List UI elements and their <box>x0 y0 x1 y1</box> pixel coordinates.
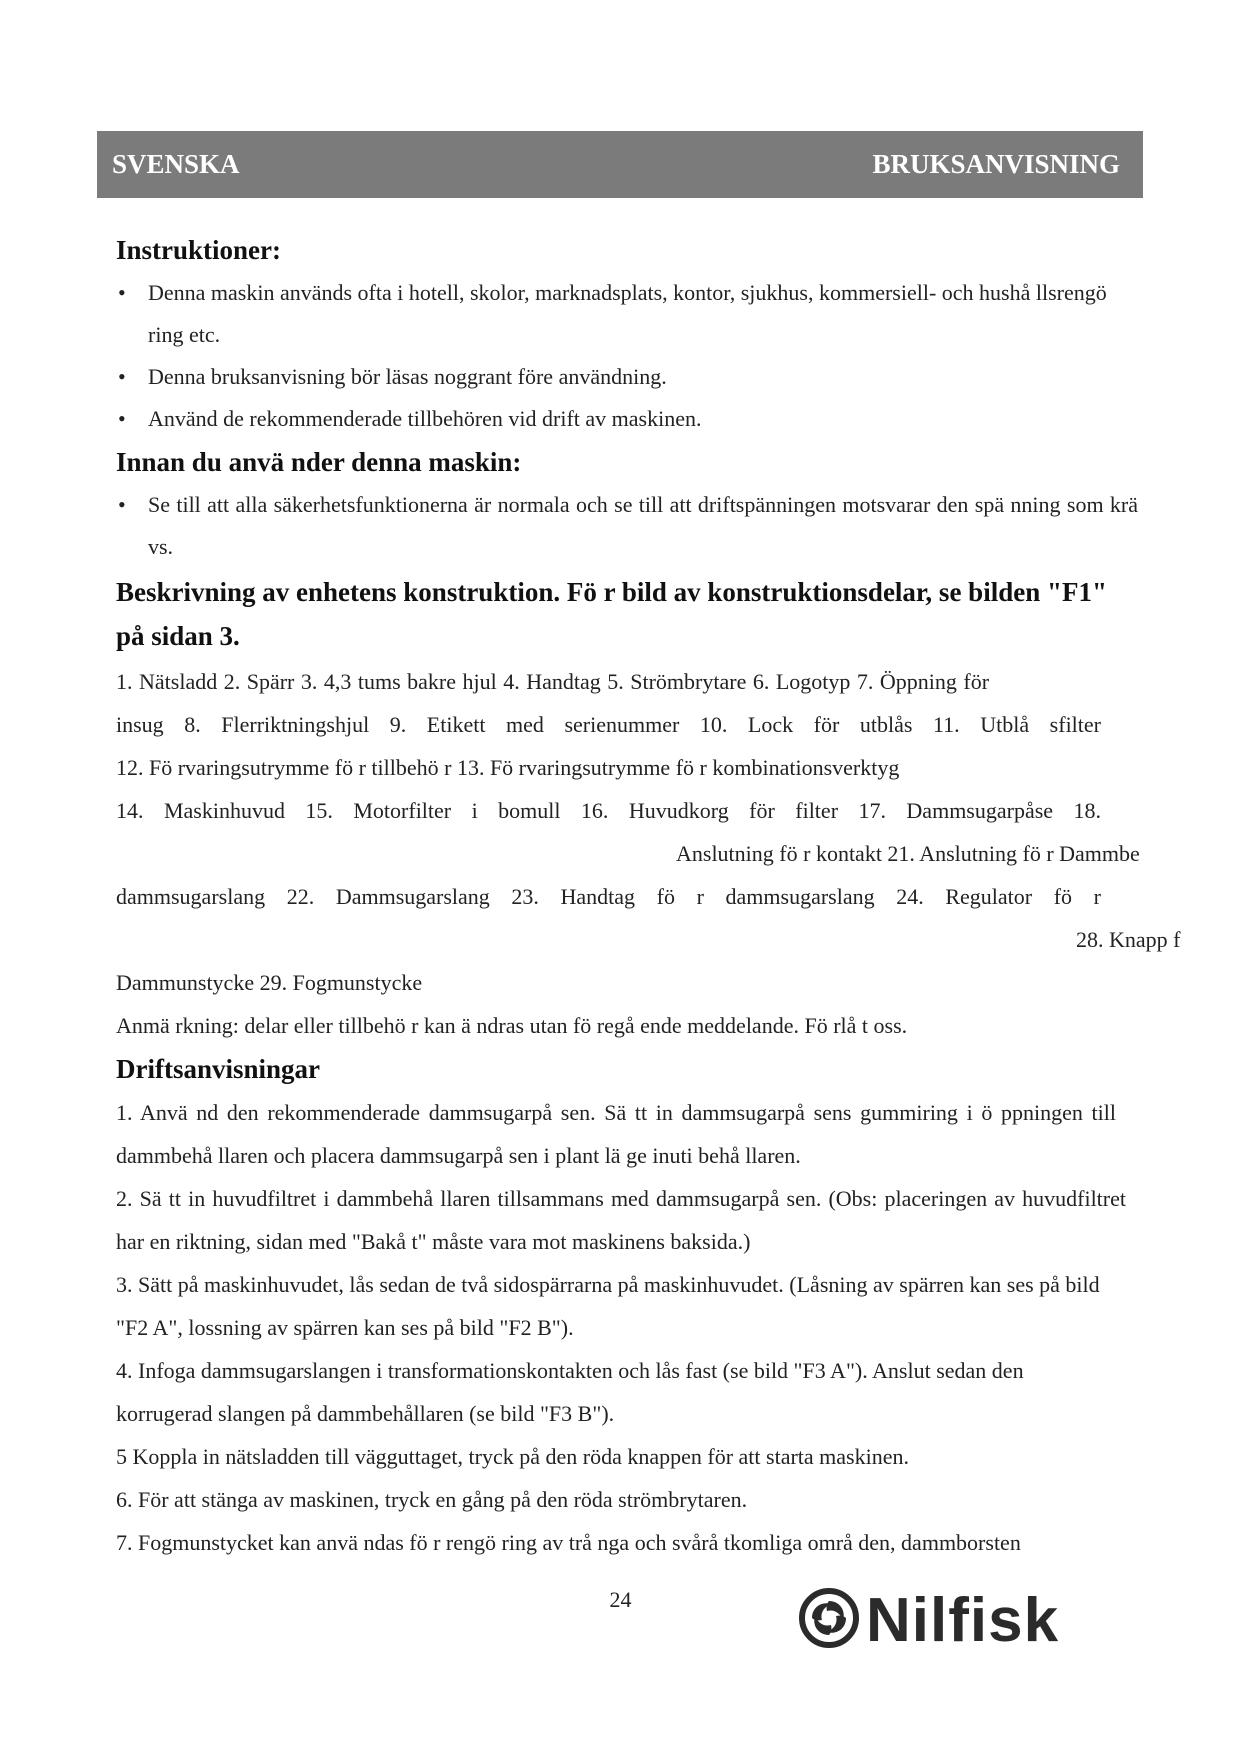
parts-line: 1. Nätsladd 2. Spärr 3. 4,3 tums bakre hjul 4. Handtag 5. Strömbrytare 6. Logotyp 7. Öppning för <box>116 669 990 694</box>
nilfisk-swirl-icon <box>798 1587 860 1654</box>
nilfisk-logo <box>798 1585 1059 1655</box>
parts-list <box>116 660 1181 1004</box>
innan-list <box>116 484 1138 568</box>
list-item: • Denna maskin används ofta i hotell, skolor, marknadsplats, kontor, sjukhus, kommersiell- och hushå llsrengö ring etc. <box>116 272 1138 356</box>
step-text: 4. Infoga dammsugarslangen i transformationskontakten och lås fast (se bild "F3 A"). Anslut sedan den korrugerad slangen på dammbehållaren (se bild "F3 B"). <box>116 1358 1024 1426</box>
instruktioner-list <box>116 272 1126 440</box>
parts-line: 12. Fö rvaringsutrymme fö r tillbehö r 13. Fö rvaringsutrymme fö r kombinationsverktyg <box>116 755 900 780</box>
section-heading-instruktioner: Instruktioner: <box>116 235 282 265</box>
nilfisk-wordmark: Nilfisk <box>866 1585 1060 1655</box>
parts-line: 28. Knapp f <box>1076 927 1181 952</box>
header-title: BRUKSANVISNING <box>872 149 1120 179</box>
operating-steps <box>116 1091 1126 1564</box>
step-text: 7. Fogmunstycket kan anvä ndas fö r rengö ring av trå nga och svårå tkomliga områ den, dammborsten <box>116 1530 1021 1555</box>
step-text: 2. Sä tt in huvudfiltret i dammbehå llaren tillsammans med dammsugarpå sen. (Obs: placeringen av huvudfiltret har en riktning, sidan med "Bakå t" måste vara mot maskinens baksida.) <box>116 1186 1126 1254</box>
parts-line: insug 8. Flerriktningshjul 9. Etikett med serienummer 10. Lock för utblås 11. Utblå sfilter <box>116 712 1101 737</box>
parts-line: Dammunstycke 29. Fogmunstycke <box>116 970 423 995</box>
section-heading-innan: Innan du anvä nder denna maskin: <box>116 447 522 477</box>
parts-line: 14. Maskinhuvud 15. Motorfilter i bomull 16. Huvudkorg för filter 17. Dammsugarpåse 18. <box>116 798 1101 823</box>
list-item: • Använd de rekommenderade tillbehören vid drift av maskinen. <box>116 398 1126 440</box>
page-number: 24 <box>609 1587 632 1612</box>
list-item: • Denna bruksanvisning bör läsas noggrant före användning. <box>116 356 1126 398</box>
list-item: • Se till att alla säkerhetsfunktionerna är normala och se till att driftspänningen motsvarar den spä nning som krä vs. <box>116 484 1138 568</box>
parts-line: dammsugarslang 22. Dammsugarslang 23. Handtag fö r dammsugarslang 24. Regulator fö r <box>116 884 1101 909</box>
document-body <box>116 228 1181 1564</box>
section-heading-beskrivning: Beskrivning av enhetens konstruktion. Fö r bild av konstruktionsdelar, se bilden "F1" på sidan 3. <box>116 577 1107 651</box>
header-language: SVENSKA <box>112 149 240 179</box>
step-text: 5 Koppla in nätsladden till vägguttaget, tryck på den röda knappen för att starta maskinen. <box>116 1444 909 1469</box>
parts-line: Anslutning fö r kontakt 21. Anslutning fö r Dammbe <box>676 841 1140 866</box>
step-text: 6. För att stänga av maskinen, tryck en gång på den röda strömbrytaren. <box>116 1487 748 1512</box>
section-heading-drift: Driftsanvisningar <box>116 1054 321 1084</box>
header-bar <box>97 131 1143 198</box>
step-text: 3. Sätt på maskinhuvudet, lås sedan de två sidospärrarna på maskinhuvudet. (Låsning av spärren kan ses på bild "F2 A", lossning av spärren kan ses på bild "F2 B"). <box>116 1272 1100 1340</box>
step-text: 1. Anvä nd den rekommenderade dammsugarpå sen. Sä tt in dammsugarpå sens gummiring i ö ppningen till dammbehå llaren och placera dammsugarpå sen i plant lä ge inuti behå llaren. <box>116 1100 1116 1168</box>
note-text: Anmä rkning: delar eller tillbehö r kan ä ndras utan fö regå ende meddelande. Fö rlå t oss. <box>116 1013 908 1038</box>
